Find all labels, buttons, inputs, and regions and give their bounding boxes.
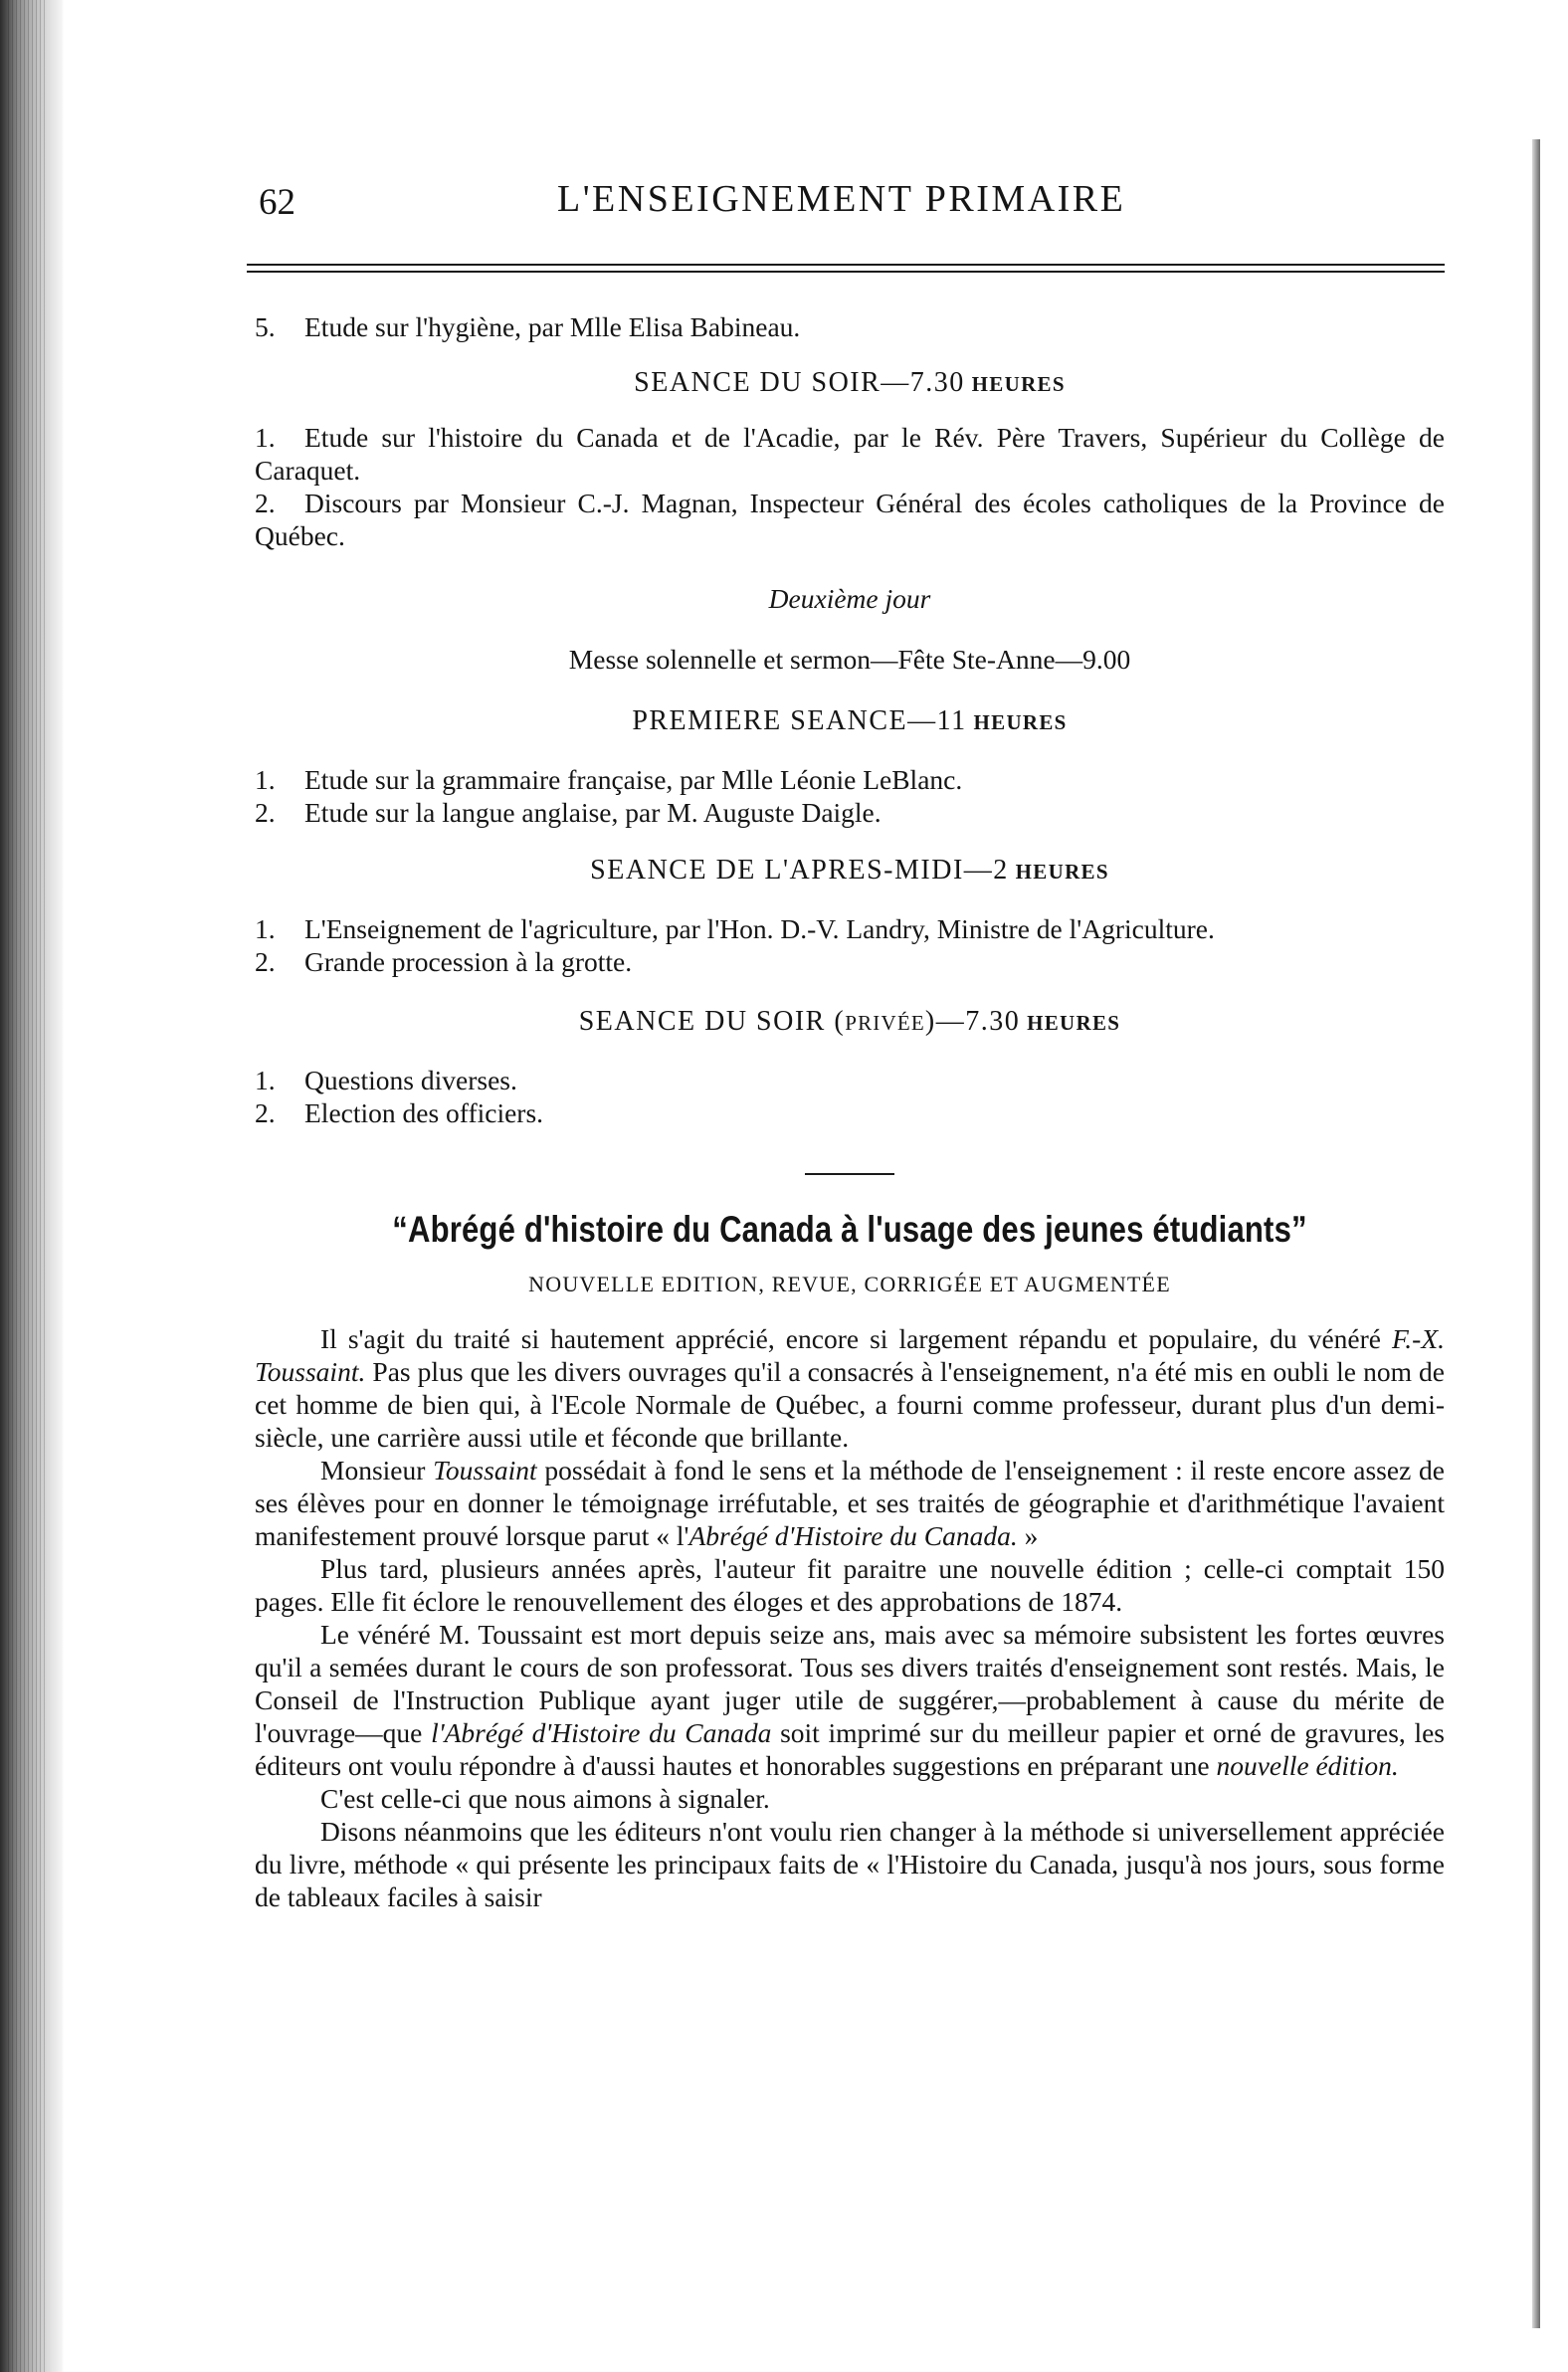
section-divider — [805, 1173, 894, 1175]
page-body — [255, 310, 1445, 1913]
book-gutter — [0, 0, 64, 2372]
program-item: 1. L'Enseignement de l'agriculture, par l'Hon. D.-V. Landry, Ministre de l'Agriculture. — [255, 913, 1215, 944]
article-paragraph: C'est celle-ci que nous aimons à signaler. — [320, 1783, 770, 1814]
article-paragraph: Il s'agit du traité si hautement apprécié, encore si largement répandu et populaire, du vénéré F.-X. Toussaint. Pas plus que les divers ouvrages qu'il a consacrés à l'enseignement, n'a été mis en oubli le nom de cet homme de bien qui, à l'Ecole Normale de Québec, a fourni comme professeur, durant plus d'un demi-siècle, une carrière aussi utile et féconde que brillante. — [255, 1323, 1445, 1453]
section-heading: SEANCE DE L'APRES-MIDI—2 HEURES — [590, 855, 1109, 886]
running-title: L'ENSEIGNEMENT PRIMAIRE — [557, 178, 1126, 220]
article-paragraph: Disons néanmoins que les éditeurs n'ont voulu rien changer à la méthode si universellement appréciée du livre, méthode « qui présente les principaux faits de « l'Histoire du Canada, jusqu'à nos jours, sous forme de tableaux faciles à saisir — [255, 1816, 1445, 1912]
article-paragraph: Plus tard, plusieurs années après, l'auteur fit paraitre une nouvelle édition ; celle-ci comptait 150 pages. Elle fit éclore le renouvellement des éloges et des approbations de 1874. — [255, 1553, 1445, 1617]
page-edge — [1532, 139, 1540, 2328]
section-heading: SEANCE DU SOIR—7.30 HEURES — [634, 367, 1066, 398]
program-item: 2. Grande procession à la grotte. — [255, 946, 633, 977]
program-item: 1. Etude sur l'histoire du Canada et de l'Acadie, par le Rév. Père Travers, Supérieur du Collège de Caraquet. — [255, 422, 1445, 486]
section-heading: PREMIERE SEANCE—11 HEURES — [632, 705, 1068, 736]
program-item: 2. Election des officiers. — [255, 1097, 544, 1128]
program-item: 2. Etude sur la langue anglaise, par M. Auguste Daigle. — [255, 797, 882, 828]
article-title: “Abrégé d'histoire du Canada à l'usage des jeunes étudiants” — [392, 1209, 1307, 1250]
article-paragraph: Le vénéré M. Toussaint est mort depuis seize ans, mais avec sa mémoire subsistent les fortes œuvres qu'il a semées durant le cours de son professorat. Tous ses divers traités d'enseignement sont restés. Mais, le Conseil de l'Instruction Publique ayant juger utile de suggérer,—probablement à cause du mérite de l'ouvrage—que l'Abrégé d'Histoire du Canada soit imprimé sur du meilleur papier et orné de gravures, les éditeurs ont voulu répondre à d'aussi hautes et honorables suggestions en préparant une nouvelle édition. — [255, 1619, 1445, 1781]
day-heading: Deuxième jour — [768, 583, 931, 614]
page-header — [247, 177, 1445, 237]
header-rule — [247, 264, 1445, 273]
program-item: 1. Etude sur la grammaire française, par Mlle Léonie LeBlanc. — [255, 764, 963, 795]
section-heading: SEANCE DU SOIR (PRIVÉE)—7.30 HEURES — [578, 1006, 1121, 1037]
program-item: 5. Etude sur l'hygiène, par Mlle Elisa Babineau. — [255, 311, 801, 342]
program-item: 2. Discours par Monsieur C.-J. Magnan, Inspecteur Général des écoles catholiques de la Province de Québec. — [255, 488, 1445, 551]
program-item: 1. Questions diverses. — [255, 1065, 517, 1095]
article-subtitle: NOUVELLE EDITION, REVUE, CORRIGÉE ET AUGMENTÉE — [528, 1272, 1171, 1296]
mass-line: Messe solennelle et sermon—Fête Ste-Anne—9.00 — [568, 644, 1131, 675]
page-number: 62 — [259, 182, 295, 223]
article-paragraph: Monsieur Toussaint possédait à fond le sens et la méthode de l'enseignement : il reste encore assez de ses élèves pour en donner le témoignage irréfutable, et ses traités de géographie et d'arithmétique l'avaient manifestement prouvé lorsque parut « l'Abrégé d'Histoire du Canada. » — [255, 1455, 1445, 1551]
